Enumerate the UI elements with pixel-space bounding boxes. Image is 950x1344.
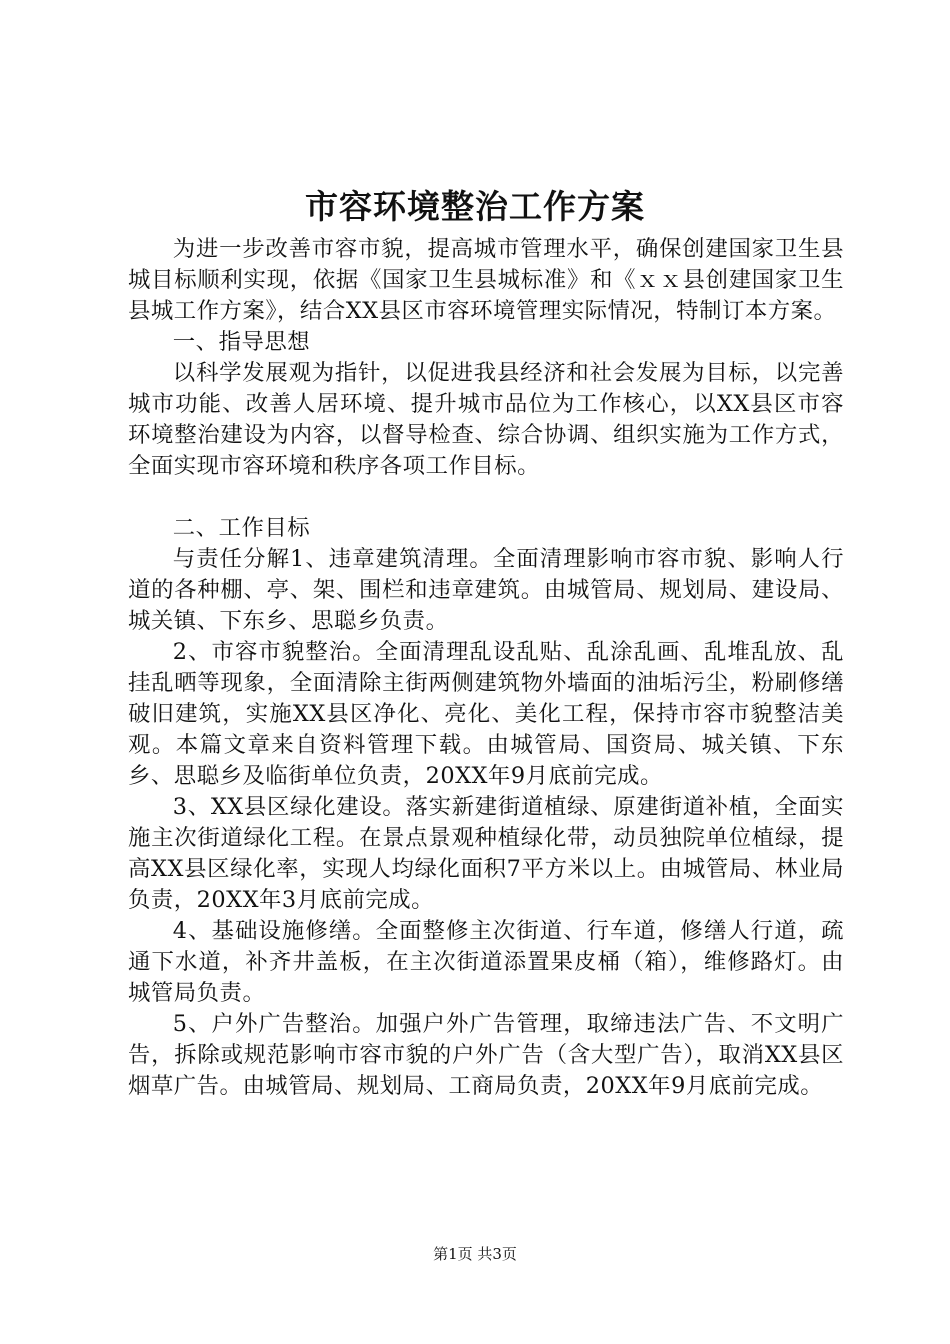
- paragraph-intro: 为进一步改善市容市貌，提高城市管理水平，确保创建国家卫生县城目标顺利实现，依据《国家卫生县城标准》和《ｘｘ县创建国家卫生县城工作方案》，结合XX县区市容环境管理实际情况，特制订本方案。: [128, 236, 844, 324]
- paragraph-item-2: 2、市容市貌整治。全面清理乱设乱贴、乱涂乱画、乱堆乱放、乱挂乱晒等现象，全面清除主街两侧建筑物外墙面的油垢污尘，粉刷修缮破旧建筑，实施XX县区净化、亮化、美化工程，保持市容市貌整洁美观。本篇文章来自资料管理下载。由城管局、国资局、城关镇、下东乡、思聪乡及临街单位负责，20XX年9月底前完成。: [128, 639, 844, 789]
- paragraph-item-4: 4、基础设施修缮。全面整修主次街道、行车道，修缮人行道，疏通下水道，补齐井盖板，在主次街道添置果皮桶（箱），维修路灯。由城管局负责。: [128, 918, 844, 1006]
- paragraph-item-3: 3、XX县区绿化建设。落实新建街道植绿、原建街道补植，全面实施主次街道绿化工程。在景点景观种植绿化带，动员独院单位植绿，提高XX县区绿化率，实现人均绿化面积7平方米以上。由城管局、林业局负责，20XX年3月底前完成。: [128, 794, 844, 913]
- document-title: 市容环境整治工作方案: [305, 187, 645, 226]
- heading-work-goals: 二、工作目标: [172, 515, 311, 541]
- paragraph-item-1: 与责任分解1、违章建筑清理。全面清理影响市容市貌、影响人行道的各种棚、亭、架、围栏和违章建筑。由城管局、规划局、建设局、城关镇、下东乡、思聪乡负责。: [128, 546, 844, 634]
- paragraph-item-5: 5、户外广告整治。加强户外广告管理，取缔违法广告、不文明广告，拆除或规范影响市容市貌的户外广告（含大型广告），取消XX县区烟草广告。由城管局、规划局、工商局负责，20XX年9月底前完成。: [128, 1011, 844, 1099]
- page-number: 第1页 共3页: [433, 1245, 517, 1263]
- heading-guiding-ideology: 一、指导思想: [172, 329, 311, 355]
- document-body: [128, 234, 844, 1102]
- paragraph-guiding-ideology: 以科学发展观为指针，以促进我县经济和社会发展为目标，以完善城市功能、改善人居环境、提升城市品位为工作核心，以XX县区市容环境整治建设为内容，以督导检查、综合协调、组织实施为工作方式，全面实现市容环境和秩序各项工作目标。: [128, 360, 844, 479]
